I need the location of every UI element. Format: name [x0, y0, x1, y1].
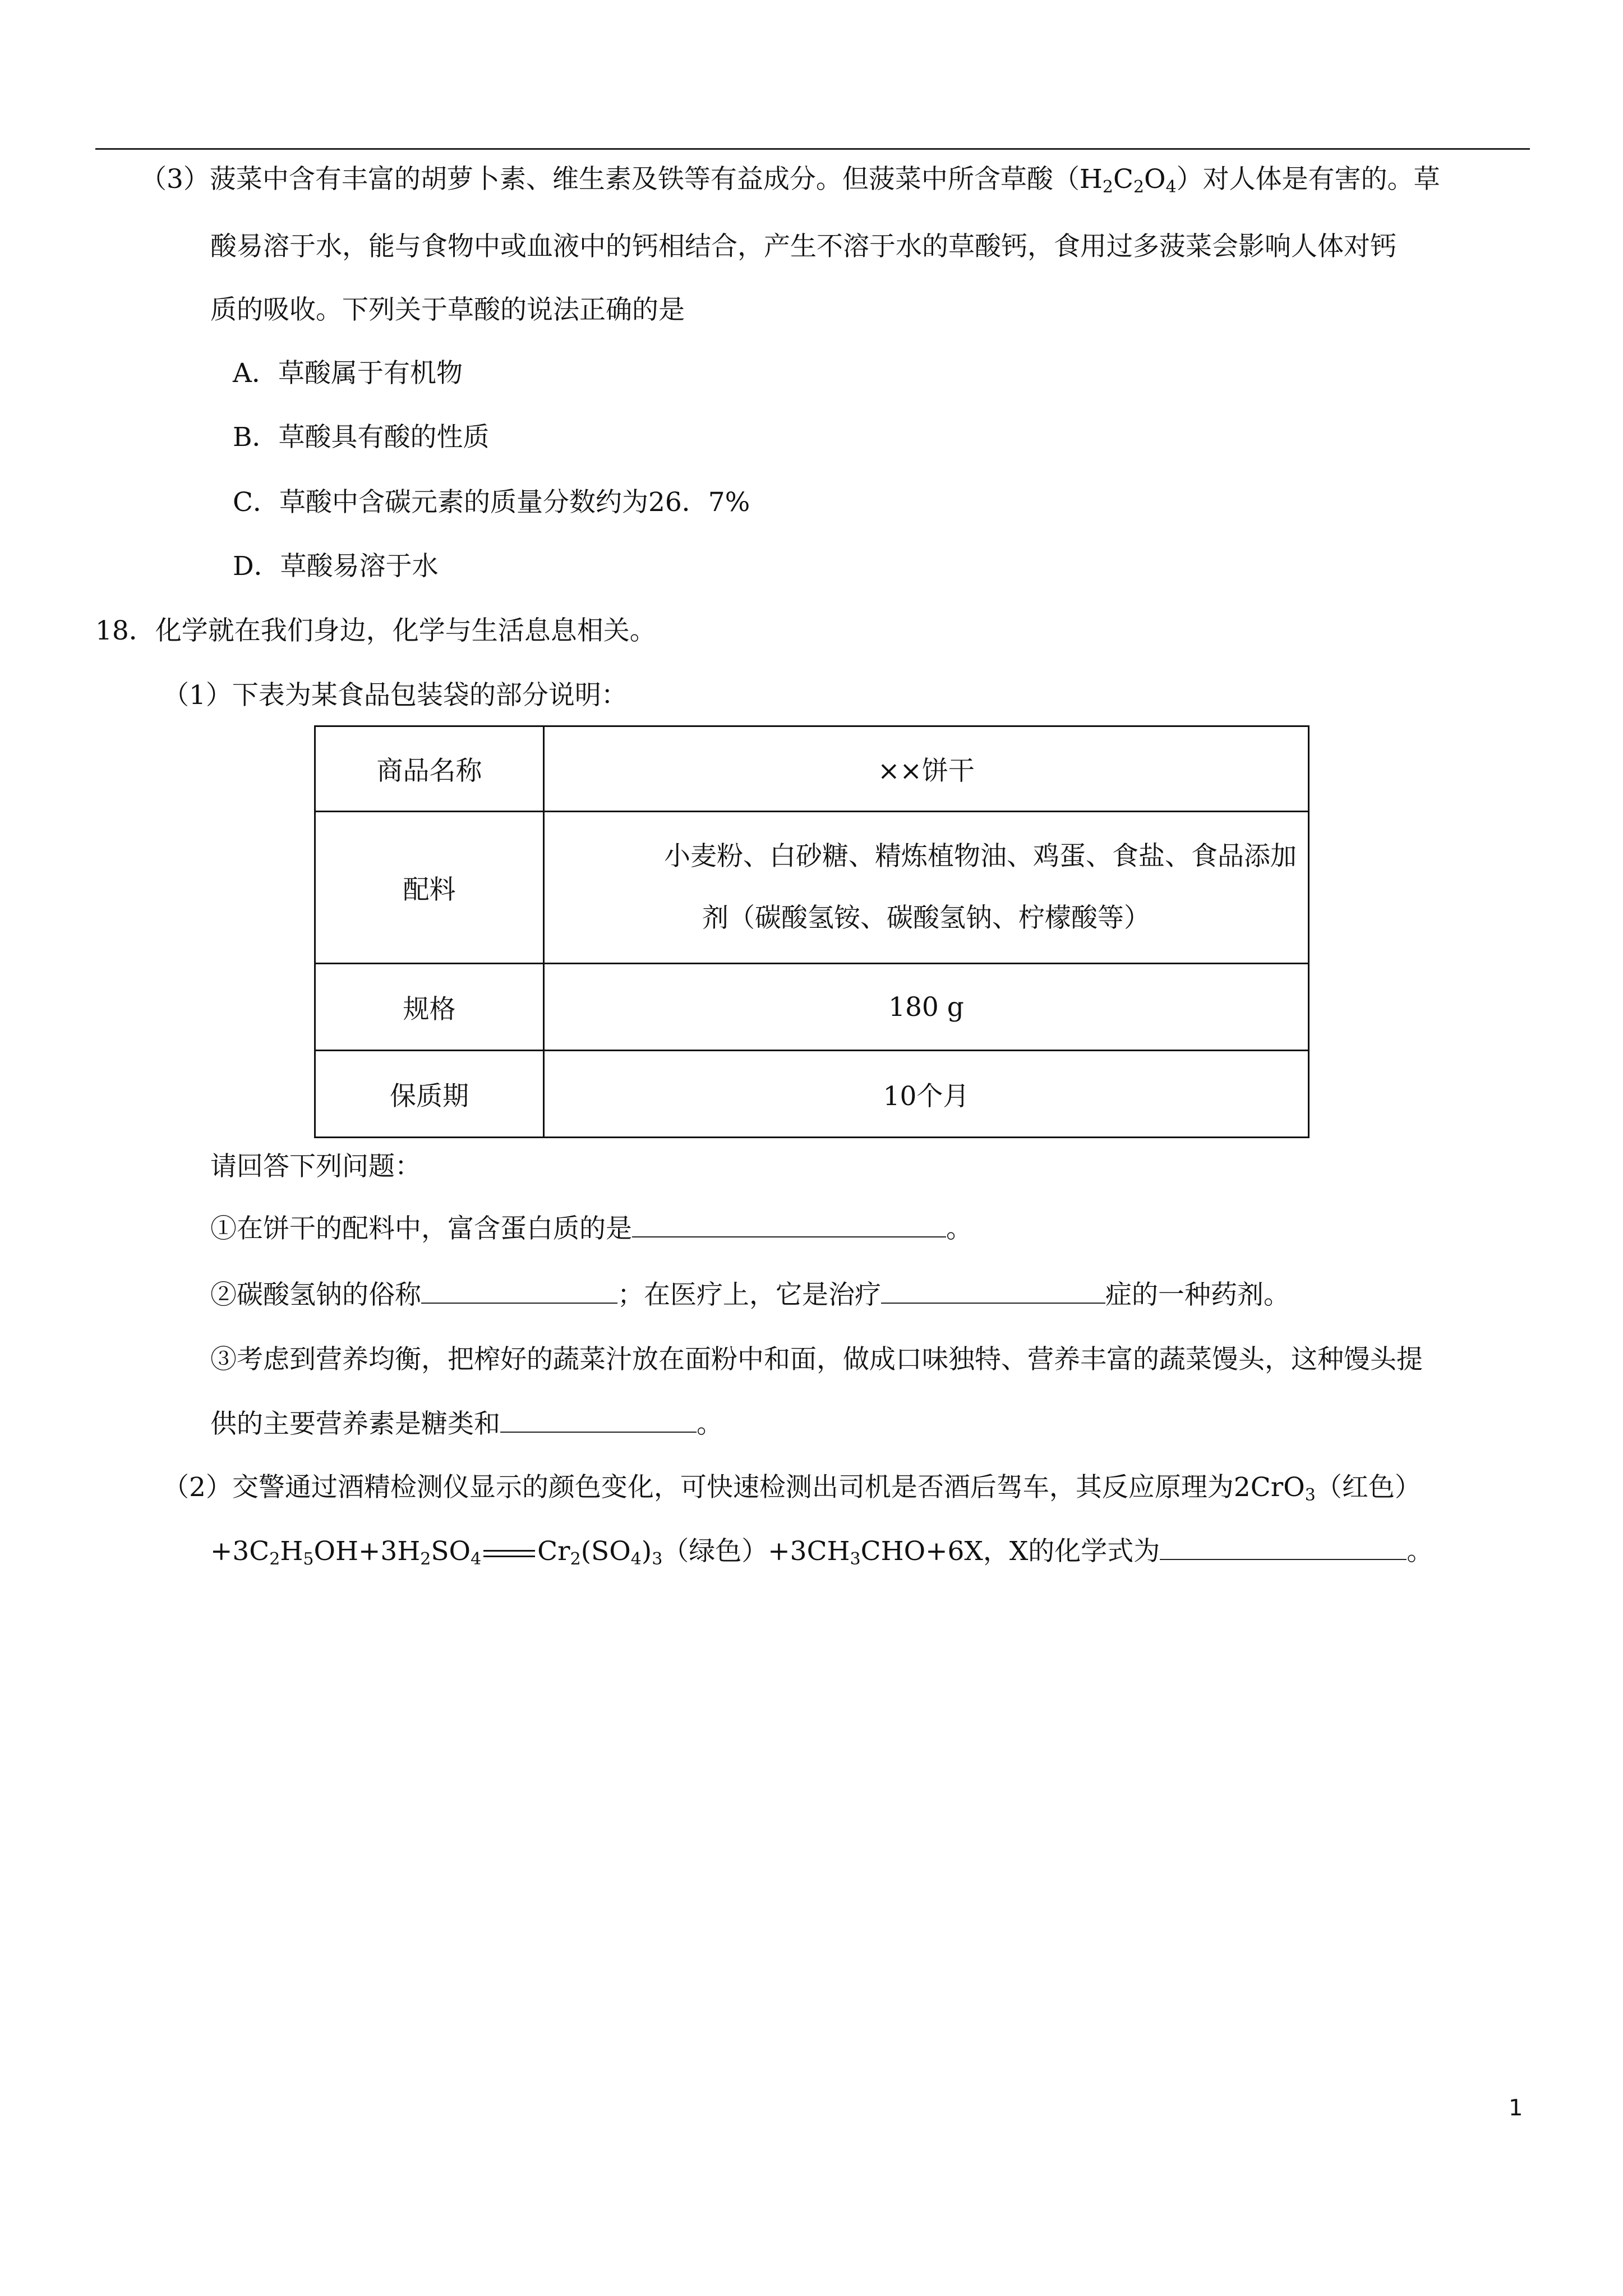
equals-sign-icon [483, 1550, 535, 1557]
table-cell-label: 保质期 [315, 1051, 544, 1138]
option-a: A．草酸属于有机物 [233, 358, 463, 389]
answer-prompt: 请回答下列问题： [210, 1151, 421, 1182]
table-cell-label: 规格 [315, 964, 544, 1051]
q18-part2-line1: （2）交警通过酒精检测仪显示的颜色变化，可快速检测出司机是否酒后驾车，其反应原理为2CrO$_3$（红色） [163, 1472, 1421, 1505]
answer-blank[interactable] [881, 1278, 1105, 1304]
answer-blank[interactable] [632, 1212, 946, 1237]
option-d: D．草酸易溶于水 [233, 551, 439, 582]
q18-part1-intro: （1）下表为某食品包装袋的部分说明： [163, 680, 628, 711]
table-cell-value [544, 811, 1309, 963]
header-rule [95, 148, 1530, 150]
table-row [315, 726, 1309, 812]
q17-3-line1: （3）菠菜中含有丰富的胡萝卜素、维生素及铁等有益成分。但菠菜中所含草酸$(H_2C_2O_4)$对人体是有害的。草 [140, 164, 1440, 197]
sub-question-2: ②碳酸氢钠的俗称 ；在医疗上，它是治疗 症的一种药剂。 [210, 1278, 1290, 1312]
sub-question-3-line2: 供的主要营养素是糖类和 。 [210, 1407, 723, 1441]
table-cell-value: 180 g [544, 964, 1309, 1051]
answer-blank[interactable] [421, 1278, 617, 1304]
page-number: 1 [1509, 2095, 1523, 2121]
table-cell-value: ××饼干 [544, 726, 1309, 812]
table-cell-label: 配料 [315, 811, 544, 963]
q17-3-line3: 质的吸收。下列关于草酸的说法正确的是 [210, 295, 685, 325]
food-info-table [314, 725, 1310, 1138]
ingredients-line2: 剂（碳酸氢铵、碳酸氢钠、柠檬酸等） [702, 903, 1150, 934]
table-cell-value: 10个月 [544, 1051, 1309, 1138]
table-row [315, 964, 1309, 1051]
ingredients-line1: 小麦粉、白砂糖、精炼植物油、鸡蛋、食盐、食品添加 [664, 841, 1297, 872]
answer-blank[interactable] [1160, 1534, 1407, 1560]
option-c: C．草酸中含碳元素的质量分数约为26．7% [233, 487, 750, 518]
sub-question-3-line1: ③考虑到营养均衡，把榨好的蔬菜汁放在面粉中和面，做成口味独特、营养丰富的蔬菜馒头，这种馒头提 [210, 1344, 1423, 1375]
q17-3-line2: 酸易溶于水，能与食物中或血液中的钙相结合，产生不溶于水的草酸钙，食用过多菠菜会影响人体对钙 [210, 231, 1396, 262]
sub-question-1: ①在饼干的配料中，富含蛋白质的是 。 [210, 1212, 972, 1246]
table-row [315, 1051, 1309, 1138]
chemical-equation-line: $+3C_2H_5OH+3H_2SO_4$ $Cr_2(SO_4)_3$（绿色）$+3CH_3CHO+6X$，X的化学式为 。 [210, 1534, 1433, 1568]
option-b: B．草酸具有酸的性质 [233, 422, 490, 453]
q18-title: 18．化学就在我们身边，化学与生活息息相关。 [95, 615, 656, 646]
answer-blank[interactable] [500, 1407, 697, 1433]
table-cell-label: 商品名称 [315, 726, 544, 812]
table-row [315, 811, 1309, 963]
